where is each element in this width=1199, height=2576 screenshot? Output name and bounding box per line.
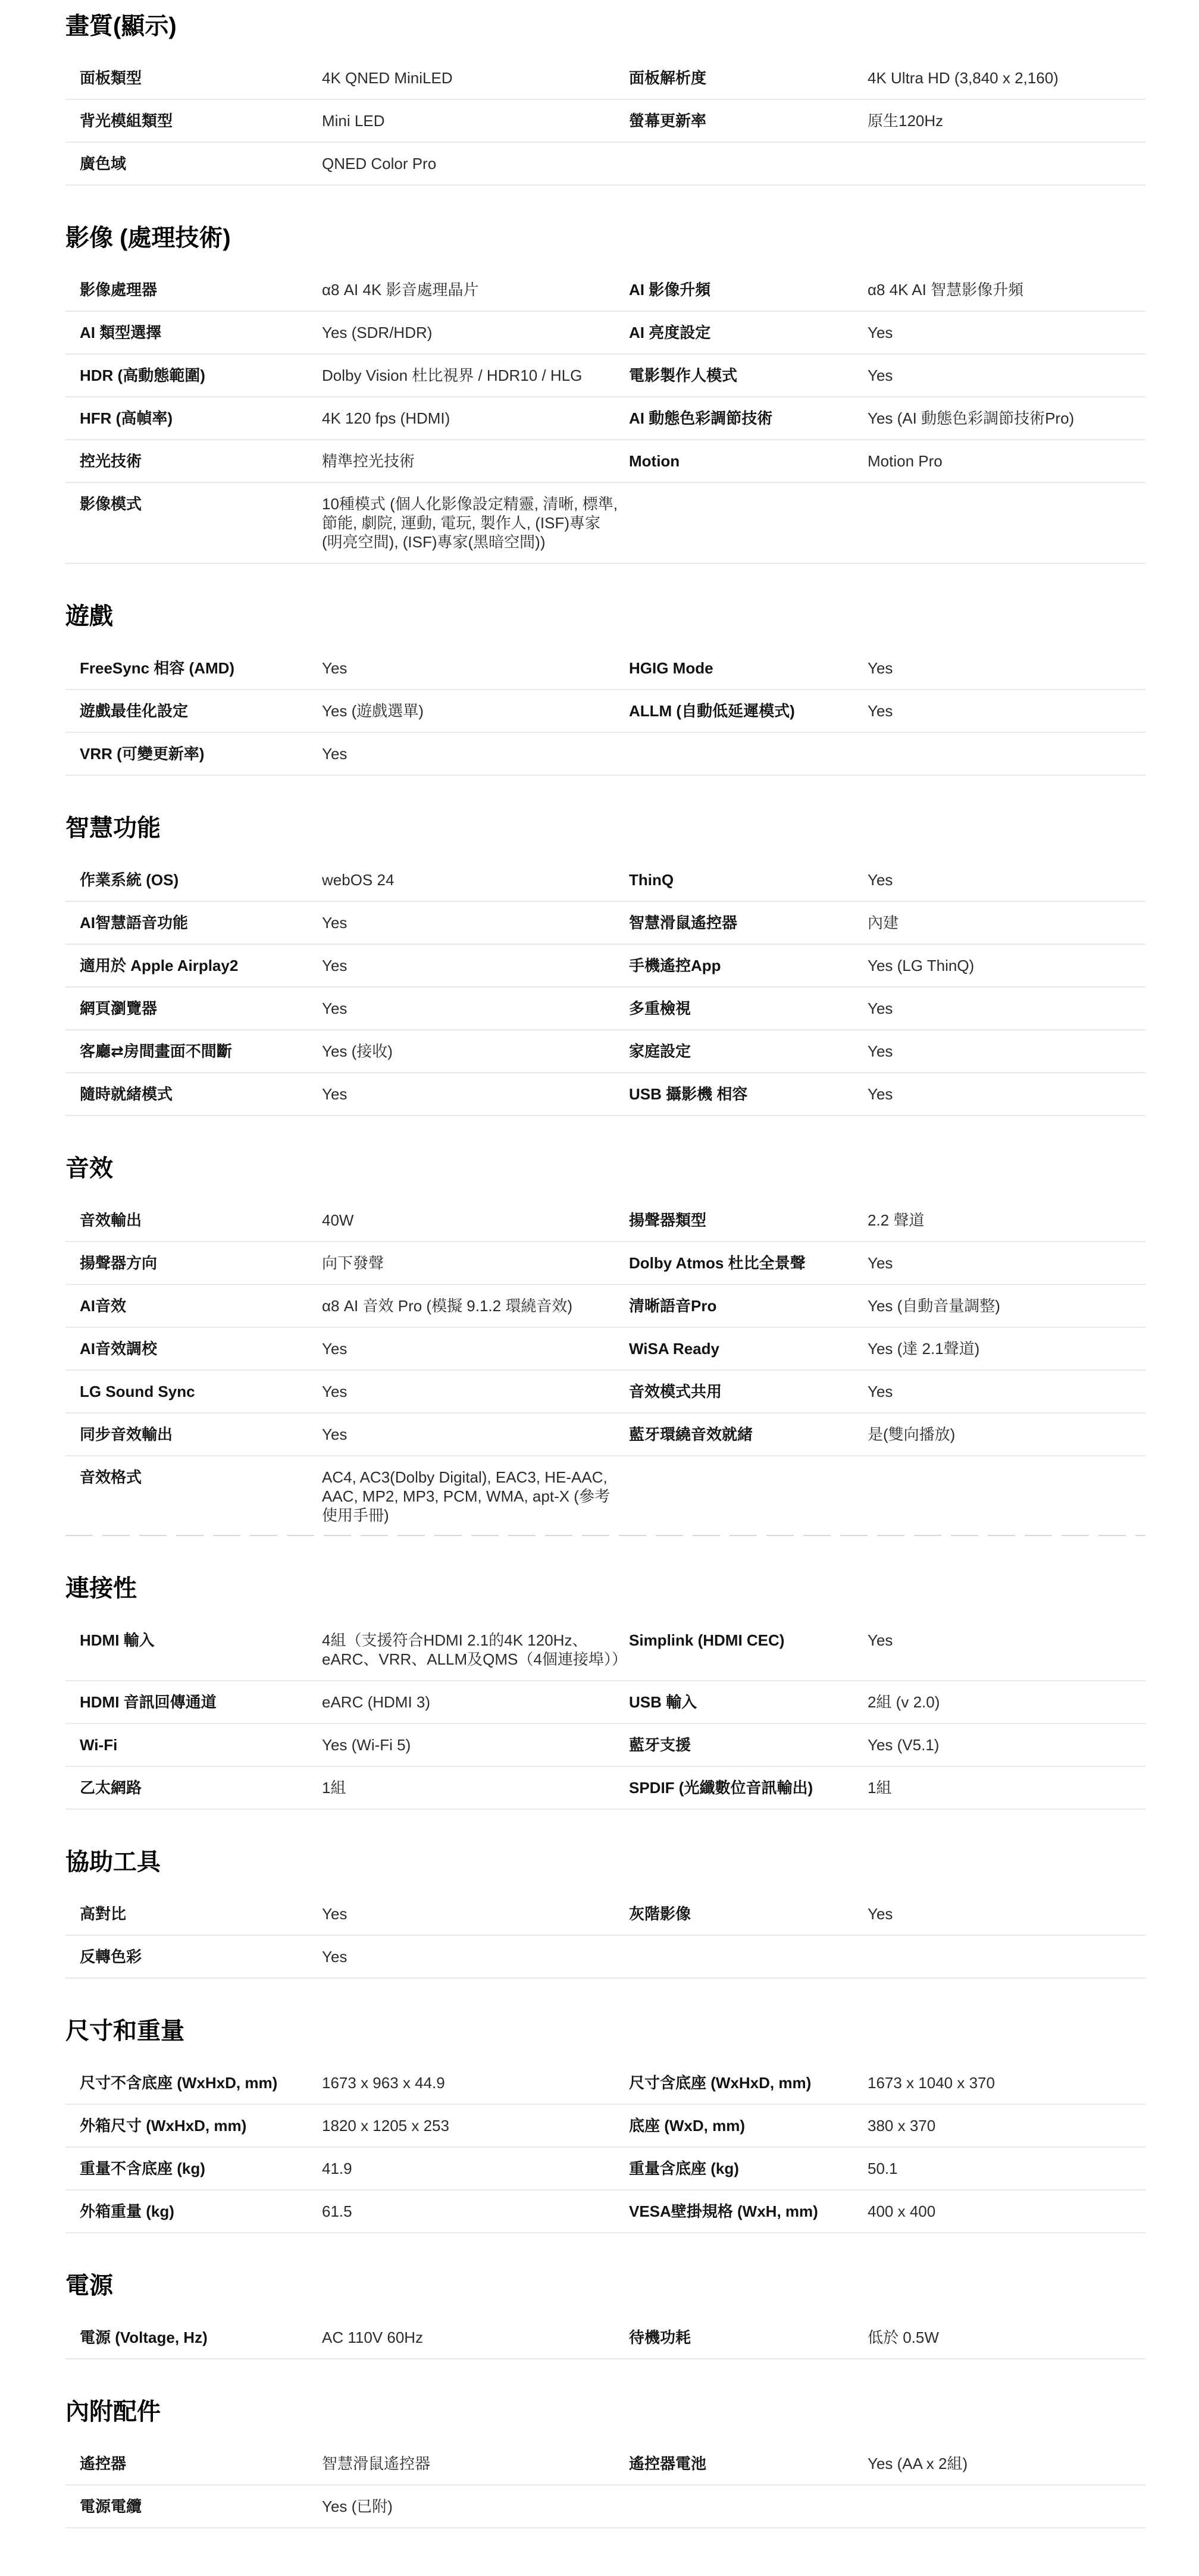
spec-section bbox=[65, 602, 1145, 776]
spec-section bbox=[65, 224, 1145, 564]
spec-row bbox=[65, 945, 1145, 988]
spec-label: 高對比 bbox=[80, 1905, 127, 1923]
spec-value: Yes bbox=[868, 1383, 893, 1400]
spec-label: 隨時就緒模式 bbox=[80, 1085, 173, 1103]
spec-row bbox=[65, 1724, 1145, 1767]
spec-label: VRR (可變更新率) bbox=[80, 745, 205, 763]
spec-value: 10種模式 (個人化影像設定精靈, 清晰, 標準, 節能, 劇院, 運動, 電玩, 製作人, (ISF)專家(明亮空間), (ISF)專家(黑暗空間)) bbox=[322, 495, 618, 551]
spec-row bbox=[65, 1371, 1145, 1414]
spec-label: 客廳⇄房間畫面不間斷 bbox=[80, 1042, 232, 1060]
spec-label: AI音效 bbox=[80, 1297, 127, 1315]
spec-label: LG Sound Sync bbox=[80, 1383, 195, 1400]
spec-value: Yes bbox=[322, 1948, 348, 1966]
spec-value: Yes bbox=[322, 1905, 348, 1923]
spec-row bbox=[65, 1767, 1145, 1810]
spec-label: HDR (高動態範圍) bbox=[80, 366, 205, 384]
spec-value: Yes bbox=[868, 366, 893, 384]
spec-value: 低於 0.5W bbox=[868, 2329, 939, 2346]
spec-value: AC 110V 60Hz bbox=[322, 2329, 424, 2346]
spec-label: 電源 (Voltage, Hz) bbox=[80, 2329, 208, 2346]
spec-value: Motion Pro bbox=[868, 452, 943, 470]
spec-value: Yes bbox=[868, 324, 893, 341]
spec-label: HDMI 音訊回傳通道 bbox=[80, 1693, 217, 1711]
section-title: 影像 (處理技術) bbox=[65, 225, 231, 251]
spec-value: 61.5 bbox=[322, 2202, 352, 2220]
spec-row bbox=[65, 2062, 1145, 2105]
spec-value: 4組（支援符合HDMI 2.1的4K 120Hz、eARC、VRR、ALLM及QMS（4個連接埠）） bbox=[322, 1631, 627, 1668]
spec-value: Yes bbox=[868, 1085, 893, 1103]
spec-value: Yes bbox=[322, 999, 348, 1017]
spec-label: 重量不含底座 (kg) bbox=[80, 2160, 205, 2177]
spec-label: 重量含底座 (kg) bbox=[629, 2160, 739, 2177]
spec-value: Yes bbox=[322, 957, 348, 974]
spec-value: 內建 bbox=[868, 914, 899, 932]
spec-value: 是(雙向播放) bbox=[868, 1425, 956, 1443]
spec-value: α8 4K AI 智慧影像升頻 bbox=[868, 281, 1024, 299]
spec-value: Yes (遊戲選單) bbox=[322, 702, 424, 720]
spec-label: 多重檢視 bbox=[629, 999, 691, 1017]
spec-value: Yes (Wi-Fi 5) bbox=[322, 1736, 411, 1754]
spec-label: ThinQ bbox=[629, 871, 674, 889]
spec-row bbox=[65, 312, 1145, 355]
spec-row bbox=[65, 1619, 1145, 1681]
spec-label: 遙控器電池 bbox=[629, 2455, 707, 2472]
spec-value: Yes bbox=[868, 999, 893, 1017]
spec-value: Yes (V5.1) bbox=[868, 1736, 940, 1754]
spec-value: Yes bbox=[322, 1340, 348, 1358]
spec-label: 背光模組類型 bbox=[80, 112, 173, 130]
spec-row bbox=[65, 859, 1145, 902]
spec-row bbox=[65, 2148, 1145, 2190]
spec-row bbox=[65, 690, 1145, 733]
spec-value: 4K Ultra HD (3,840 x 2,160) bbox=[868, 69, 1059, 87]
spec-value: Yes (AA x 2組) bbox=[868, 2455, 968, 2472]
spec-label: 影像處理器 bbox=[80, 281, 158, 299]
spec-section bbox=[65, 1154, 1145, 1536]
spec-row bbox=[65, 647, 1145, 690]
spec-label: AI 動態色彩調節技術 bbox=[629, 409, 773, 427]
section-title: 遊戲 bbox=[65, 603, 113, 629]
spec-row bbox=[65, 2317, 1145, 2359]
spec-row bbox=[65, 902, 1145, 945]
section-title: 智慧功能 bbox=[65, 815, 161, 841]
spec-row bbox=[65, 2486, 1145, 2528]
spec-label: 網頁瀏覽器 bbox=[80, 999, 158, 1017]
spec-value: Yes bbox=[868, 1905, 893, 1923]
spec-label: 控光技術 bbox=[80, 452, 142, 470]
spec-label: 外箱重量 (kg) bbox=[80, 2202, 174, 2220]
spec-value: 50.1 bbox=[868, 2160, 898, 2177]
spec-label: FreeSync 相容 (AMD) bbox=[80, 659, 235, 677]
spec-label: AI 亮度設定 bbox=[629, 324, 711, 341]
spec-row bbox=[65, 1199, 1145, 1242]
spec-label: 外箱尺寸 (WxHxD, mm) bbox=[80, 2117, 247, 2135]
spec-label: 面板解析度 bbox=[629, 69, 707, 87]
spec-label: 揚聲器方向 bbox=[80, 1254, 158, 1272]
spec-label: WiSA Ready bbox=[629, 1340, 719, 1358]
spec-label: 揚聲器類型 bbox=[629, 1211, 707, 1229]
spec-value: 原生120Hz bbox=[868, 112, 944, 130]
spec-row bbox=[65, 2443, 1145, 2486]
spec-section bbox=[65, 12, 1145, 186]
spec-label: HGIG Mode bbox=[629, 659, 713, 677]
spec-label: 乙太網路 bbox=[80, 1779, 142, 1797]
spec-label: Wi-Fi bbox=[80, 1736, 118, 1754]
spec-value: Yes bbox=[322, 1383, 348, 1400]
spec-label: 反轉色彩 bbox=[80, 1948, 142, 1966]
spec-label: VESA壁掛規格 (WxH, mm) bbox=[629, 2202, 818, 2220]
spec-value: 精準控光技術 bbox=[322, 452, 415, 470]
spec-label: 清晰語音Pro bbox=[629, 1297, 717, 1315]
section-title: 協助工具 bbox=[65, 1849, 161, 1875]
spec-row bbox=[65, 988, 1145, 1030]
spec-value: Yes bbox=[868, 1042, 893, 1060]
spec-section bbox=[65, 2271, 1145, 2359]
spec-value: Yes bbox=[322, 659, 348, 677]
spec-value: Yes (達 2.1聲道) bbox=[868, 1340, 980, 1358]
spec-value: Yes bbox=[868, 1254, 893, 1272]
spec-label: 作業系統 (OS) bbox=[80, 871, 179, 889]
spec-value: 1673 x 963 x 44.9 bbox=[322, 2074, 445, 2092]
spec-label: 藍牙支援 bbox=[629, 1736, 691, 1754]
spec-value: 4K 120 fps (HDMI) bbox=[322, 409, 450, 427]
spec-label: 面板類型 bbox=[80, 69, 142, 87]
spec-value: Dolby Vision 杜比視界 / HDR10 / HLG bbox=[322, 366, 583, 384]
spec-row bbox=[65, 1936, 1145, 1979]
spec-value: 380 x 370 bbox=[868, 2117, 936, 2135]
section-title: 電源 bbox=[65, 2273, 113, 2299]
spec-value: Yes (AI 動態色彩調節技術Pro) bbox=[868, 409, 1075, 427]
spec-row bbox=[65, 1285, 1145, 1328]
spec-value: 1820 x 1205 x 253 bbox=[322, 2117, 449, 2135]
spec-row bbox=[65, 143, 1145, 186]
spec-label: 適用於 Apple Airplay2 bbox=[80, 957, 239, 974]
spec-section bbox=[65, 2398, 1145, 2528]
spec-label: 智慧滑鼠遙控器 bbox=[629, 914, 738, 932]
spec-value: 智慧滑鼠遙控器 bbox=[322, 2455, 431, 2472]
spec-value: 40W bbox=[322, 1211, 354, 1229]
spec-value: Yes bbox=[868, 702, 893, 720]
spec-label: 尺寸不含底座 (WxHxD, mm) bbox=[80, 2074, 278, 2092]
spec-value: 1組 bbox=[868, 1779, 892, 1797]
spec-row bbox=[65, 1328, 1145, 1371]
spec-label: 電影製作人模式 bbox=[629, 366, 738, 384]
spec-value: eARC (HDMI 3) bbox=[322, 1693, 431, 1711]
spec-value: 向下發聲 bbox=[322, 1254, 384, 1272]
spec-value: AC4, AC3(Dolby Digital), EAC3, HE-AAC, AAC, MP2, MP3, PCM, WMA, apt-X (參考使用手冊) bbox=[322, 1468, 610, 1524]
section-title: 音效 bbox=[65, 1155, 113, 1182]
spec-label: 尺寸含底座 (WxHxD, mm) bbox=[629, 2074, 812, 2092]
spec-section bbox=[65, 814, 1145, 1116]
spec-label: 電源電纜 bbox=[80, 2497, 142, 2515]
spec-row bbox=[65, 269, 1145, 312]
spec-label: USB 輸入 bbox=[629, 1693, 697, 1711]
spec-value: α8 AI 音效 Pro (模擬 9.1.2 環繞音效) bbox=[322, 1297, 573, 1315]
spec-value: 2.2 聲道 bbox=[868, 1211, 925, 1229]
spec-value: Yes bbox=[322, 1425, 348, 1443]
spec-label: 待機功耗 bbox=[629, 2329, 691, 2346]
spec-value: Mini LED bbox=[322, 112, 385, 130]
spec-row bbox=[65, 2190, 1145, 2233]
spec-label: SPDIF (光纖數位音訊輸出) bbox=[629, 1779, 813, 1797]
spec-label: 同步音效輸出 bbox=[80, 1425, 173, 1443]
spec-section bbox=[65, 1574, 1145, 1810]
spec-row bbox=[65, 1242, 1145, 1285]
spec-label: 灰階影像 bbox=[629, 1905, 691, 1923]
spec-row bbox=[65, 2105, 1145, 2148]
spec-row bbox=[65, 57, 1145, 100]
spec-label: 螢幕更新率 bbox=[629, 112, 707, 130]
spec-label: 手機遙控App bbox=[629, 957, 721, 974]
spec-label: 藍牙環繞音效就緒 bbox=[629, 1425, 753, 1443]
spec-row bbox=[65, 397, 1145, 440]
spec-label: 底座 (WxD, mm) bbox=[629, 2117, 746, 2135]
spec-value: 1組 bbox=[322, 1779, 346, 1797]
spec-label: 廣色域 bbox=[80, 155, 127, 173]
spec-label: Motion bbox=[629, 452, 680, 470]
spec-value: Yes bbox=[868, 871, 893, 889]
section-title: 連接性 bbox=[65, 1575, 137, 1602]
spec-label: 遊戲最佳化設定 bbox=[80, 702, 189, 720]
spec-label: 影像模式 bbox=[80, 495, 142, 513]
spec-label: 家庭設定 bbox=[629, 1042, 691, 1060]
spec-value: Yes (自動音量調整) bbox=[868, 1297, 1000, 1315]
spec-value: 41.9 bbox=[322, 2160, 352, 2177]
spec-row bbox=[65, 1414, 1145, 1456]
spec-row bbox=[65, 1073, 1145, 1116]
spec-value: 1673 x 1040 x 370 bbox=[868, 2074, 995, 2092]
spec-value: 400 x 400 bbox=[868, 2202, 936, 2220]
spec-value: Yes (SDR/HDR) bbox=[322, 324, 433, 341]
spec-row bbox=[65, 1456, 1145, 1536]
spec-label: HDMI 輸入 bbox=[80, 1631, 155, 1649]
spec-value: QNED Color Pro bbox=[322, 155, 437, 173]
section-title: 畫質(顯示) bbox=[65, 13, 177, 39]
spec-label: 音效模式共用 bbox=[629, 1383, 722, 1400]
spec-table bbox=[65, 12, 1145, 2528]
spec-value: Yes bbox=[322, 1085, 348, 1103]
spec-label: AI音效調校 bbox=[80, 1340, 158, 1358]
spec-row bbox=[65, 483, 1145, 564]
spec-value: Yes bbox=[868, 659, 893, 677]
section-title: 內附配件 bbox=[65, 2399, 161, 2425]
spec-value: webOS 24 bbox=[322, 871, 395, 889]
spec-label: AI 影像升頻 bbox=[629, 281, 711, 299]
spec-label: USB 攝影機 相容 bbox=[629, 1085, 748, 1103]
spec-value: Yes (LG ThinQ) bbox=[868, 957, 975, 974]
spec-value: 4K QNED MiniLED bbox=[322, 69, 453, 87]
spec-label: HFR (高幀率) bbox=[80, 409, 173, 427]
spec-section bbox=[65, 2017, 1145, 2233]
spec-value: α8 AI 4K 影音處理晶片 bbox=[322, 281, 479, 299]
spec-label: 音效格式 bbox=[80, 1468, 142, 1486]
spec-label: 遙控器 bbox=[80, 2455, 127, 2472]
spec-value: Yes (已附) bbox=[322, 2497, 393, 2515]
spec-row bbox=[65, 100, 1145, 143]
spec-row bbox=[65, 355, 1145, 397]
section-title: 尺寸和重量 bbox=[65, 2018, 184, 2044]
spec-row bbox=[65, 733, 1145, 776]
spec-row bbox=[65, 1681, 1145, 1724]
spec-row bbox=[65, 440, 1145, 483]
spec-label: AI 類型選擇 bbox=[80, 324, 162, 341]
spec-value: Yes bbox=[322, 745, 348, 763]
spec-value: Yes (接收) bbox=[322, 1042, 393, 1060]
spec-value: 2組 (v 2.0) bbox=[868, 1693, 940, 1711]
spec-label: 音效輸出 bbox=[80, 1211, 142, 1229]
spec-row bbox=[65, 1893, 1145, 1936]
spec-row bbox=[65, 1030, 1145, 1073]
spec-value: Yes bbox=[322, 914, 348, 932]
spec-label: Dolby Atmos 杜比全景聲 bbox=[629, 1254, 806, 1272]
spec-label: Simplink (HDMI CEC) bbox=[629, 1631, 785, 1649]
spec-label: ALLM (自動低延遲模式) bbox=[629, 702, 795, 720]
spec-label: AI智慧語音功能 bbox=[80, 914, 189, 932]
spec-section bbox=[65, 1848, 1145, 1979]
spec-value: Yes bbox=[868, 1631, 893, 1649]
